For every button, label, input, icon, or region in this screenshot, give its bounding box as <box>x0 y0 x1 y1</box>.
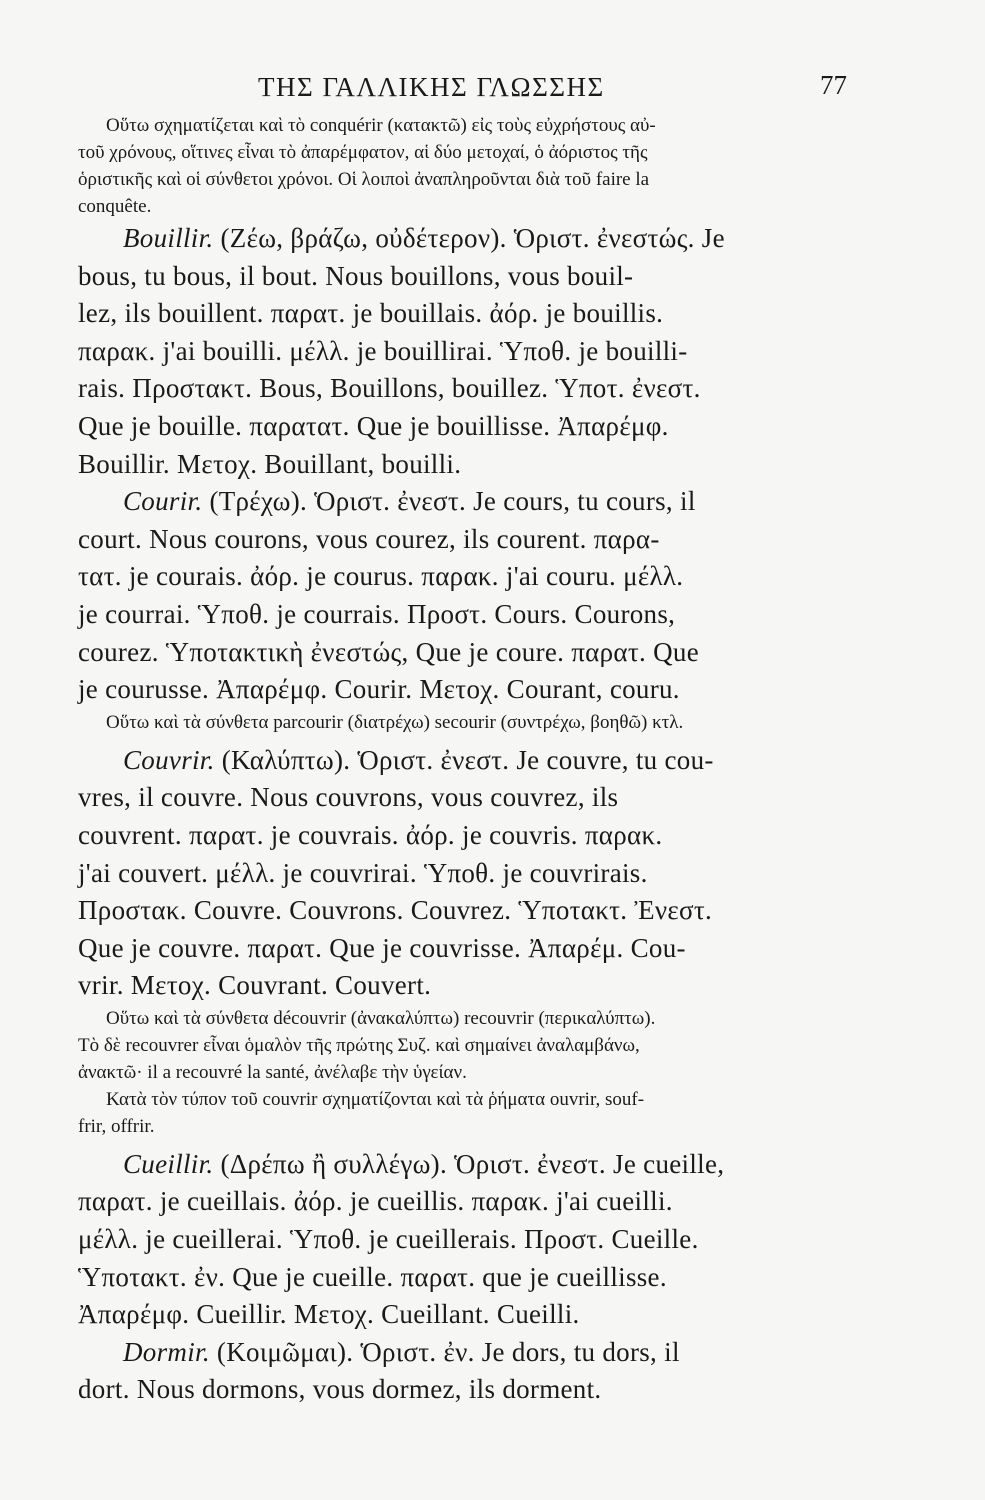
entry-courir <box>78 483 878 521</box>
text-line: Προστακ. Couvre. Couvrons. Couvrez. Ὑποτακτ. Ἐνεστ. <box>78 895 713 926</box>
body-text <box>78 112 878 1409</box>
text-line: Que je bouille. παρατατ. Que je bouillisse. Ἀπαρέμφ. <box>78 410 669 441</box>
text-line: courez. Ὑποτακτικὴ ἐνεστώς, Que je coure. παρατ. Que <box>78 636 699 667</box>
text-line: lez, ils bouillent. παρατ. je bouillais. ἀόρ. je bouillis. <box>78 298 664 329</box>
text-line: conquête. <box>78 196 152 217</box>
text-line: bous, tu bous, il bout. Nous bouillons, vous bouil- <box>78 260 634 291</box>
entry-text: (Καλύπτω). Ὁριστ. ἐνεστ. Je couvre, tu cou- <box>214 744 714 775</box>
text-line: παρατ. je cueillais. ἀόρ. je cueillis. παρακ. j'ai cueilli. <box>78 1186 673 1217</box>
text-line: μέλλ. je cueillerai. Ὑποθ. je cueillerais. Προστ. Cueille. <box>78 1224 699 1255</box>
text-line: Que je couvre. παρατ. Que je couvrisse. Ἀπαρέμ. Cou- <box>78 932 686 963</box>
note-line: Οὕτω καὶ τὰ σύνθετα découvrir (ἀνακαλύπτω) recouvrir (περικαλύπτω). <box>106 1007 656 1029</box>
note-line: Κατὰ τὸν τύπον τοῦ couvrir σχηματίζονται καὶ τὰ ῥήματα ouvrir, souf- <box>106 1088 645 1110</box>
entry-text: (Τρέχω). Ὁριστ. ἐνεστ. Je cours, tu cours, il <box>202 486 696 517</box>
entry-text: (Δρέπω ἢ συλλέγω). Ὁριστ. ἐνεστ. Je cueille, <box>213 1148 725 1179</box>
text-line: παρακ. j'ai bouilli. μέλλ. je bouillirai. Ὑποθ. je bouilli- <box>78 335 688 366</box>
text-line: Ὑποτακτ. ἐν. Que je cueille. παρατ. que je cueillisse. <box>78 1261 667 1292</box>
entry-text: (Ζέω, βράζω, οὐδέτερον). Ὁριστ. ἐνεστώς. Je <box>213 223 725 253</box>
note-line: ἀνακτῶ· il a recouvré la santé, ἀνέλαβε τὴν ὑγείαν. <box>78 1061 467 1083</box>
entry-bouillir <box>78 220 878 258</box>
page-number: 77 <box>820 70 847 100</box>
entry-head: Courir. <box>123 486 203 517</box>
text-line: je courusse. Ἀπαρέμφ. Courir. Μετοχ. Courant, couru. <box>78 674 680 705</box>
text-line: τατ. je courais. ἀόρ. je courus. παρακ. j'ai couru. μέλλ. <box>78 561 684 592</box>
text-line: τοῦ χρόνους, οἵτινες εἶναι τὸ ἀπαρέμφατον, αἱ δύο μετοχαί, ὁ ἀόριστος τῆς <box>78 142 648 163</box>
text-line: Οὕτω σχηματίζεται καὶ τὸ conquérir (κατακτῶ) εἰς τοὺς εὐχρήστους αὐ- <box>106 115 656 136</box>
text-line: Bouillir. Μετοχ. Bouillant, bouilli. <box>78 448 462 479</box>
entry-head: Cueillir. <box>123 1148 214 1179</box>
page-header <box>0 72 985 112</box>
text-line: vrir. Μετοχ. Couvrant. Couvert. <box>78 970 432 1001</box>
text-line: dort. Nous dormons, vous dormez, ils dorment. <box>78 1374 602 1405</box>
text-line: Ἀπαρέμφ. Cueillir. Μετοχ. Cueillant. Cueilli. <box>78 1299 580 1330</box>
text-line: court. Nous courons, vous courez, ils courent. παρα- <box>78 523 660 554</box>
text-line: je courrai. Ὑποθ. je courrais. Προστ. Cours. Courons, <box>78 598 676 629</box>
text-line: rais. Προστακτ. Bous, Bouillons, bouillez. Ὑποτ. ἐνεστ. <box>78 373 701 404</box>
text-line: couvrent. παρατ. je couvrais. ἀόρ. je couvris. παρακ. <box>78 819 663 850</box>
entry-head: Bouillir. <box>123 223 214 253</box>
entry-head: Dormir. <box>123 1336 210 1367</box>
entry-cueillir <box>78 1146 878 1184</box>
text-line: ὁριστικῆς καὶ οἱ σύνθετοι χρόνοι. Οἱ λοιποὶ ἀναπληροῦνται διὰ τοῦ faire la <box>78 169 650 190</box>
entry-dormir <box>78 1334 878 1372</box>
note-line: Τὸ δὲ recouvrer εἶναι ὁμαλὸν τῆς πρώτης Συζ. καὶ σημαίνει ἀναλαμβάνω, <box>78 1034 640 1056</box>
text-line: vres, il couvre. Nous couvrons, vous couvrez, ils <box>78 782 619 813</box>
note-line: frir, offrir. <box>78 1115 155 1137</box>
entry-couvrir <box>78 742 878 780</box>
entry-head: Couvrir. <box>123 744 215 775</box>
entry-text: (Κοιμῶμαι). Ὁριστ. ἐν. Je dors, tu dors, il <box>209 1336 680 1367</box>
running-title: ΤΗΣ ΓΑΛΛΙΚΗΣ ΓΛΩΣΣΗΣ <box>258 72 605 102</box>
text-line: j'ai couvert. μέλλ. je couvrirai. Ὑποθ. je couvrirais. <box>78 857 648 888</box>
note-line: Οὕτω καὶ τὰ σύνθετα parcourir (διατρέχω) secourir (συντρέχω, βοηθῶ) κτλ. <box>106 711 684 733</box>
